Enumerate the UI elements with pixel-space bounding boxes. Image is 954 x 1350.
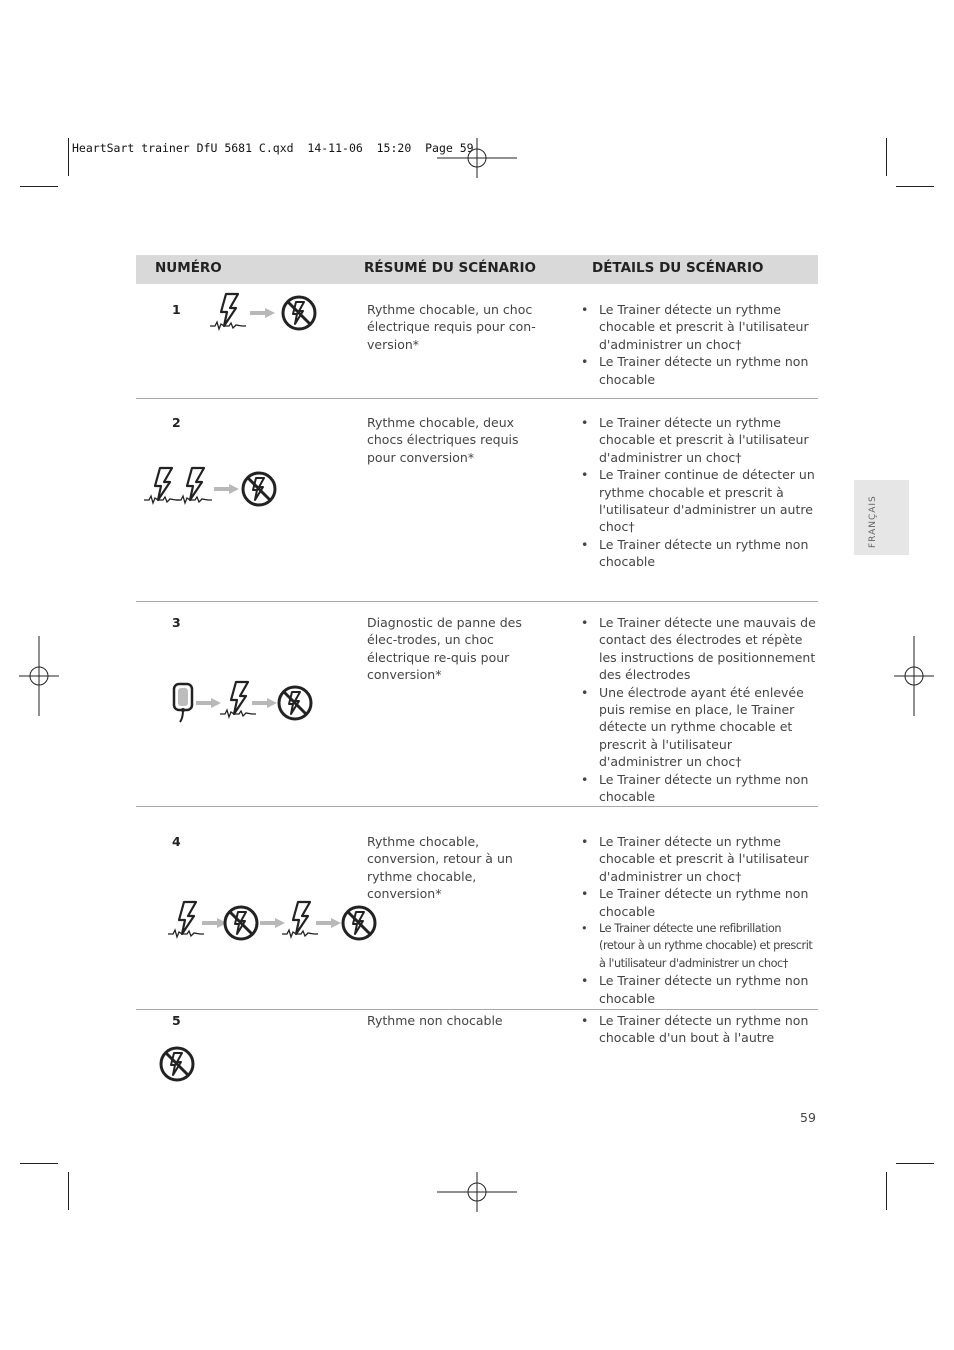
no-shock-icon [283,297,315,329]
scenario-details [581,1012,817,1047]
detail-item: • Le Trainer détecte un rythme non chocable [581,536,817,571]
registration-mark-left [19,636,59,716]
detail-item: • Le Trainer détecte une refibrillation (retour à un rythme chocable) et prescrit à l'utilisateur d'administrer un choc† [581,920,817,972]
language-tab [854,480,909,555]
arrow-icon [316,918,341,928]
arrow-icon [252,698,277,708]
detail-item: • Le Trainer détecte un rythme non chocable [581,885,817,920]
scenario-number: 5 [172,1013,181,1028]
arrow-icon [260,918,285,928]
registration-mark-top [437,138,517,178]
detail-item: • Le Trainer détecte un rythme chocable et prescrit à l'utilisateur d'administrer un choc† [581,301,817,353]
detail-item: • Le Trainer détecte un rythme non chocable [581,353,817,388]
scenario-summary: Rythme non chocable [367,1013,503,1028]
scenario-summary: Rythme chocable, un choc électrique requis pour con-version* [367,302,536,352]
column-header-numero: NUMÉRO [155,260,222,276]
scenario-details [581,833,817,1007]
detail-item: • Une électrode ayant été enlevée puis remise en place, le Trainer détecte un rythme chocable et prescrit à l'utilisateur d'administrer un choc† [581,684,817,771]
column-header-resume: RÉSUMÉ DU SCÉNARIO [364,260,537,276]
shockable-rhythm-icon [220,682,256,717]
scenario-summary: Diagnostic de panne des élec-trodes, un choc électrique re-quis pour conversion* [367,615,522,683]
scenario-details [581,414,817,571]
scenario-summary: Rythme chocable, conversion, retour à un rythme chocable, conversion* [367,834,513,902]
scenario-summary: Rythme chocable, deux chocs électriques requis pour conversion* [367,415,519,465]
registration-mark-right [894,636,934,716]
page-number: 59 [800,1110,816,1125]
shockable-rhythm-icon [144,468,180,503]
shockable-rhythm-icon [176,468,212,503]
print-header: HeartSart trainer DfU 5681 C.qxd 14-11-06 15:20 Page 59 [72,141,474,155]
shockable-rhythm-icon [210,294,246,329]
row-divider [136,601,818,602]
scenario-number: 3 [172,615,181,630]
shockable-rhythm-icon [282,902,318,937]
scenario-1-icons [208,292,320,336]
scenario-5-icons [156,1043,198,1085]
arrow-icon [214,484,239,494]
scenario-number: 1 [172,302,181,317]
column-header-details: DÉTAILS DU SCÉNARIO [592,260,764,276]
language-tab-label: FRANÇAIS [868,495,878,548]
arrow-icon [202,918,227,928]
arrow-icon [250,308,275,318]
no-shock-icon [161,1048,193,1080]
detail-item: • Le Trainer détecte un rythme non chocable [581,972,817,1007]
row-divider [136,1009,818,1010]
detail-item: • Le Trainer détecte un rythme non chocable [581,771,817,806]
scenario-number: 4 [172,834,181,849]
row-divider [136,398,818,399]
registration-mark-bottom [437,1172,517,1212]
no-shock-icon [343,907,375,939]
row-divider [136,806,818,807]
scenario-details [581,301,817,388]
shockable-rhythm-icon [168,902,204,937]
detail-item: • Le Trainer détecte un rythme non chocable d'un bout à l'autre [581,1012,817,1047]
detail-item: • Le Trainer détecte un rythme chocable et prescrit à l'utilisateur d'administrer un choc† [581,414,817,466]
detail-item: • Le Trainer continue de détecter un rythme chocable et prescrit à l'utilisateur d'administrer un autre choc† [581,466,817,536]
scenario-4-icons [166,898,380,944]
scenario-2-icons [142,466,282,510]
scenario-3-icons [168,678,318,726]
detail-item: • Le Trainer détecte une mauvais de contact des électrodes et répète les instructions de positionnement des électrodes [581,614,817,684]
no-shock-icon [225,907,257,939]
scenario-number: 2 [172,415,181,430]
electrode-pad-icon [174,684,192,722]
scenario-details [581,614,817,805]
arrow-icon [196,698,221,708]
no-shock-icon [243,473,275,505]
no-shock-icon [279,687,311,719]
detail-item: • Le Trainer détecte un rythme chocable et prescrit à l'utilisateur d'administrer un choc† [581,833,817,885]
